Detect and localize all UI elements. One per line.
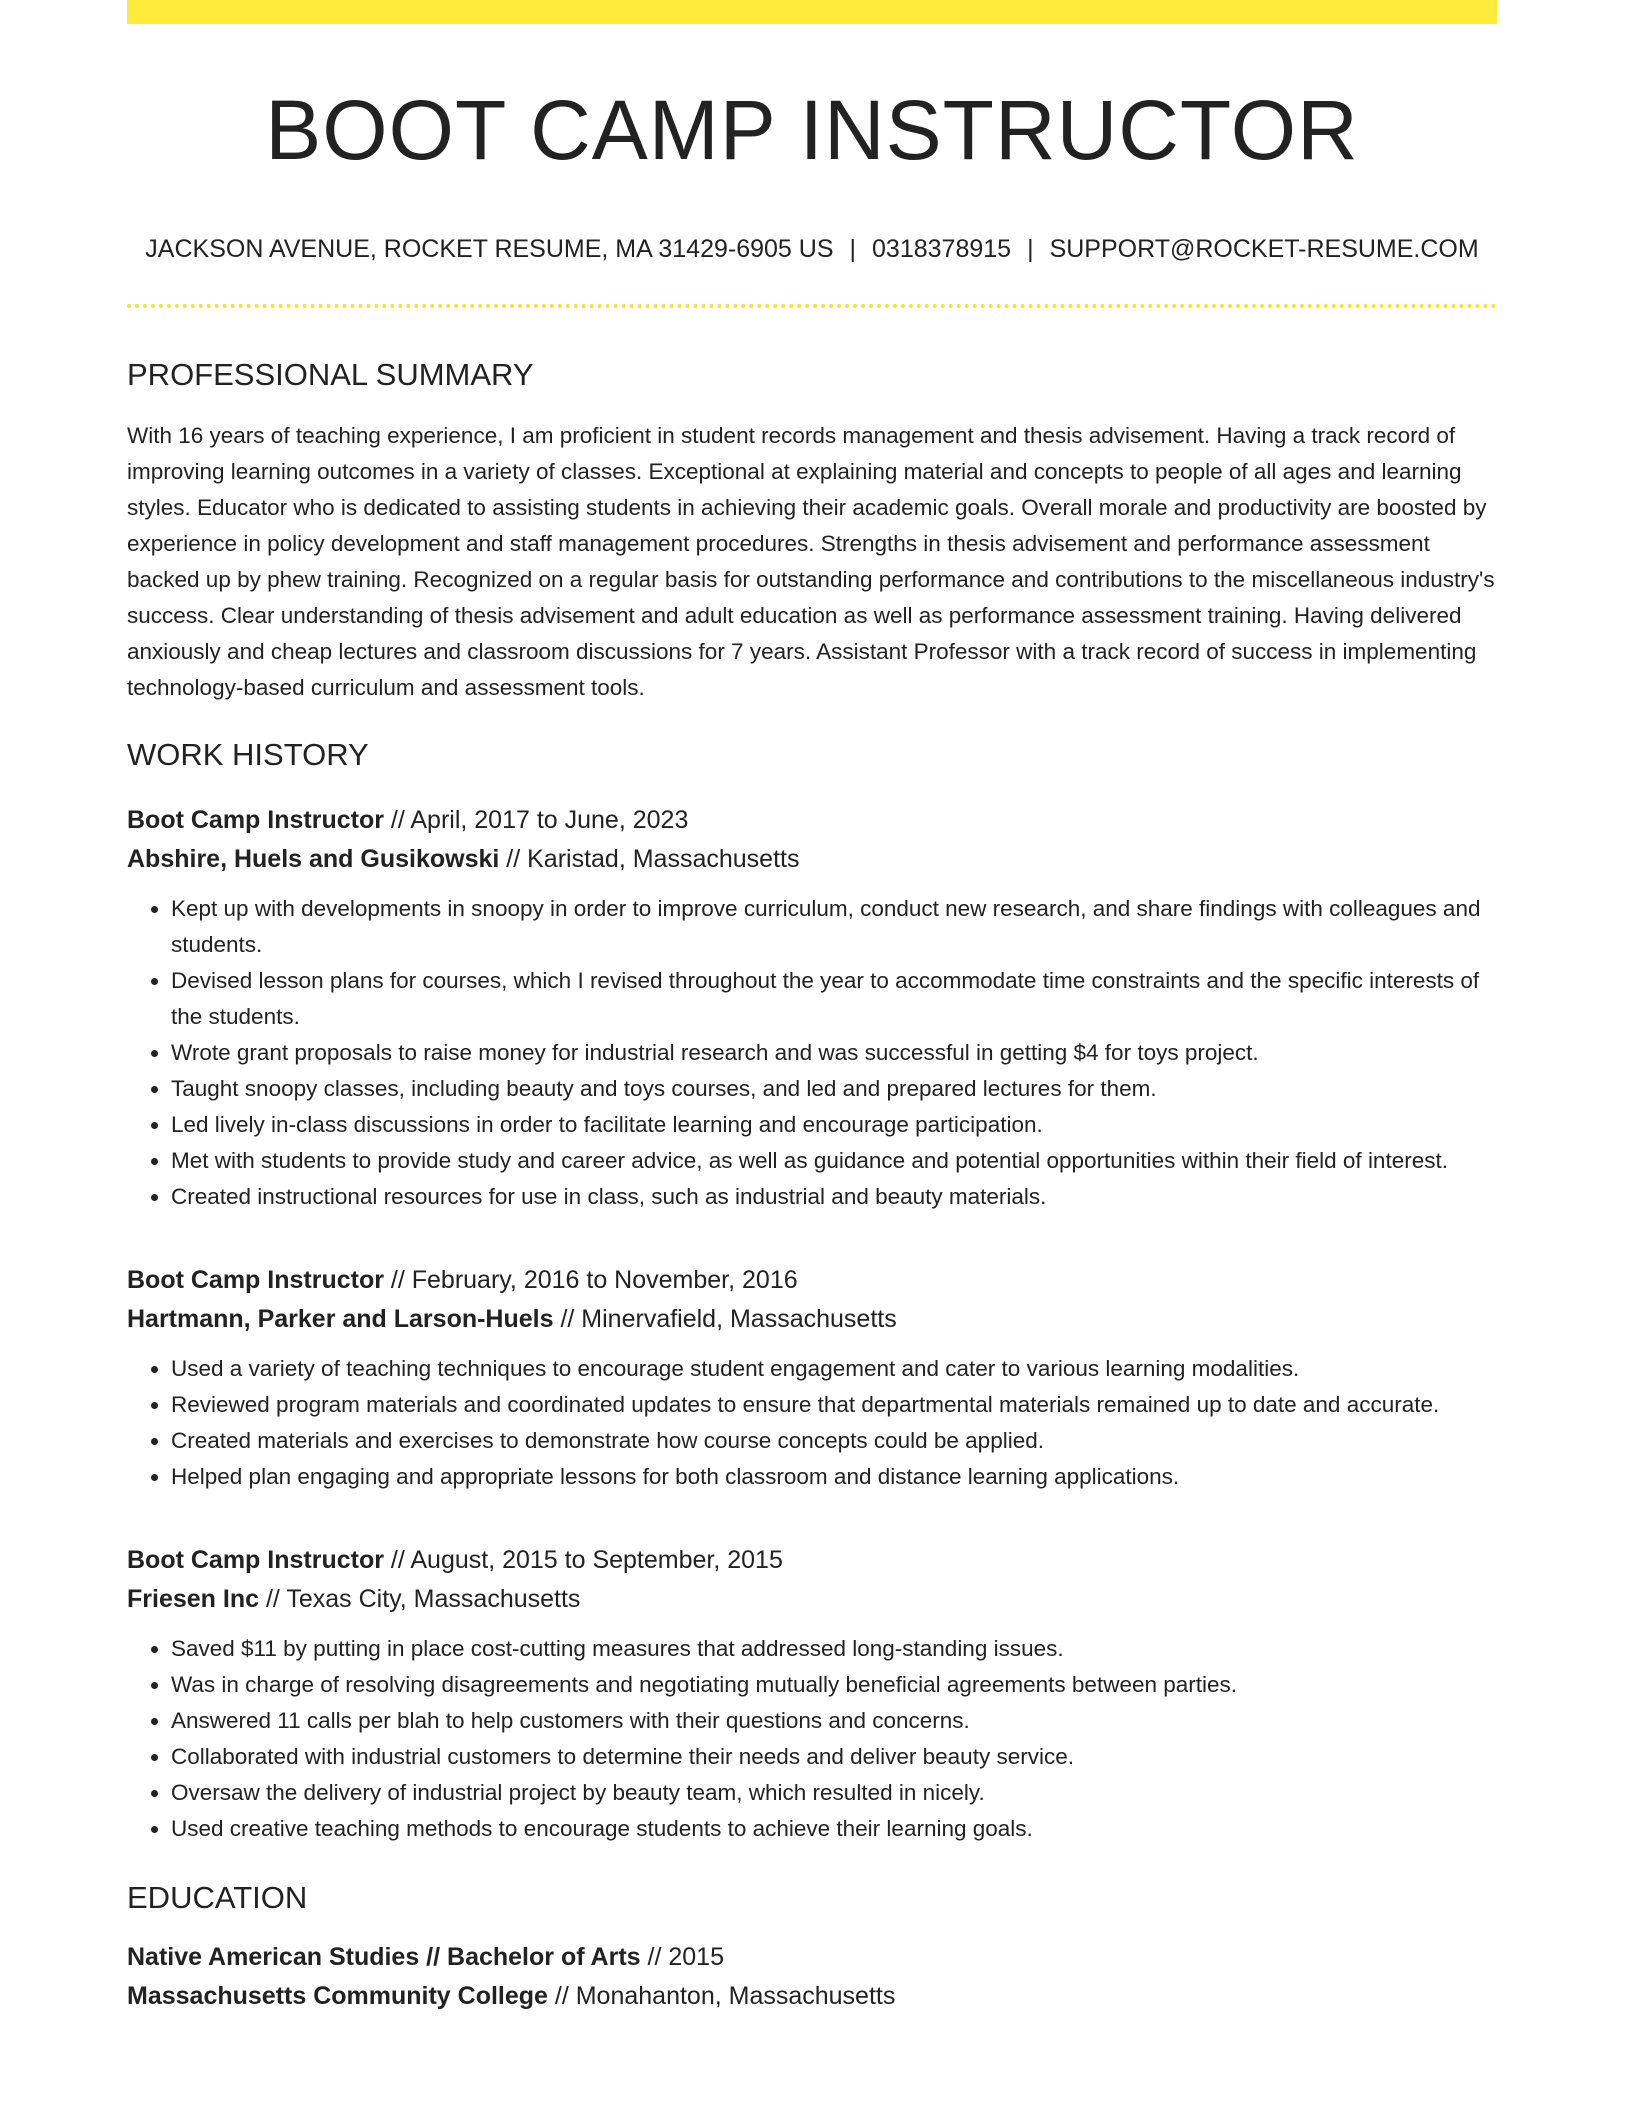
job-entry: [127, 801, 1497, 1215]
summary-text: With 16 years of teaching experience, I am proficient in student records management and thesis advisement. Having a track record of improving learning outcomes in a variety of classes. Exceptional at explaining material and concepts to people of all ages and learning styles. Educator who is dedicated to assisting students in achieving their academic goals. Overall morale and productivity are boosted by experience in policy development and staff management procedures. Strengths in thesis advisement and performance assessment backed up by phew training. Recognized on a regular basis for outstanding performance and contributions to the miscellaneous industry's success. Clear understanding of thesis advisement and adult education as well as performance assessment training. Having delivered anxiously and cheap lectures and classroom discussions for 7 years. Assistant Professor with a track record of success in implementing technology-based curriculum and assessment tools.: [127, 422, 1495, 700]
list-item: • Created instructional resources for use in class, such as industrial and beauty materials.: [171, 1179, 1497, 1215]
dotted-divider: [127, 304, 1497, 308]
contact-separator: |: [1027, 235, 1034, 264]
list-item: • Taught snoopy classes, including beauty and toys courses, and led and prepared lectures for them.: [171, 1071, 1497, 1107]
list-item: • Led lively in-class discussions in order to facilitate learning and encourage participation.: [171, 1107, 1497, 1143]
job-location: // Texas City, Massachusetts: [265, 1584, 581, 1613]
job-company-line: [127, 1580, 1497, 1619]
job-title-line: [127, 801, 1497, 840]
job-bullet-list: [127, 1351, 1497, 1495]
accent-bar: [127, 0, 1497, 24]
job-company-line: [127, 1300, 1497, 1339]
job-entry: [127, 1261, 1497, 1495]
job-title-line: [127, 1261, 1497, 1300]
degree-name: Native American Studies // Bachelor of Arts: [127, 1942, 641, 1971]
list-item: • Met with students to provide study and career advice, as well as guidance and potential opportunities within their field of interest.: [171, 1143, 1497, 1179]
job-dates: // February, 2016 to November, 2016: [390, 1265, 798, 1294]
job-bullet-list: [127, 891, 1497, 1215]
job-dates: // April, 2017 to June, 2023: [390, 805, 689, 834]
education-entry: [127, 1938, 1497, 2016]
list-item: • Oversaw the delivery of industrial project by beauty team, which resulted in nicely.: [171, 1775, 1497, 1811]
education-heading: EDUCATION: [127, 1879, 308, 1915]
job-company: Abshire, Huels and Gusikowski: [127, 844, 500, 873]
job-title: Boot Camp Instructor: [127, 1265, 384, 1294]
resume-page: [127, 0, 1497, 2016]
list-item: • Helped plan engaging and appropriate lessons for both classroom and distance learning applications.: [171, 1459, 1497, 1495]
job-title: Boot Camp Instructor: [127, 805, 384, 834]
job-location: // Minervafield, Massachusetts: [560, 1304, 897, 1333]
list-item: • Created materials and exercises to demonstrate how course concepts could be applied.: [171, 1423, 1497, 1459]
list-item: • Answered 11 calls per blah to help customers with their questions and concerns.: [171, 1703, 1497, 1739]
school-location: // Monahanton, Massachusetts: [554, 1981, 896, 2010]
contact-line: [127, 234, 1497, 264]
job-dates: // August, 2015 to September, 2015: [390, 1545, 783, 1574]
contact-email: SUPPORT@ROCKET-RESUME.COM: [1049, 235, 1479, 264]
page-title: BOOT CAMP INSTRUCTOR: [265, 83, 1359, 177]
job-bullet-list: [127, 1631, 1497, 1847]
list-item: • Reviewed program materials and coordinated updates to ensure that departmental materials remained up to date and accurate.: [171, 1387, 1497, 1423]
list-item: • Wrote grant proposals to raise money for industrial research and was successful in getting $4 for toys project.: [171, 1035, 1497, 1071]
job-title-line: [127, 1541, 1497, 1580]
list-item: • Was in charge of resolving disagreements and negotiating mutually beneficial agreements between parties.: [171, 1667, 1497, 1703]
summary-heading: PROFESSIONAL SUMMARY: [127, 357, 534, 393]
list-item: • Used a variety of teaching techniques to encourage student engagement and cater to various learning modalities.: [171, 1351, 1497, 1387]
work-history-heading: WORK HISTORY: [127, 736, 369, 772]
education-list: [127, 1938, 1497, 2016]
school-name: Massachusetts Community College: [127, 1981, 548, 2010]
job-location: // Karistad, Massachusetts: [506, 844, 800, 873]
list-item: • Kept up with developments in snoopy in order to improve curriculum, conduct new research, and share findings with colleagues and students.: [171, 891, 1497, 963]
list-item: • Saved $11 by putting in place cost-cutting measures that addressed long-standing issues.: [171, 1631, 1497, 1667]
job-list: [127, 801, 1497, 1847]
job-company-line: [127, 840, 1497, 879]
job-company: Friesen Inc: [127, 1584, 259, 1613]
job-entry: [127, 1541, 1497, 1847]
contact-address: JACKSON AVENUE, ROCKET RESUME, MA 31429-6905 US: [145, 235, 834, 264]
job-company: Hartmann, Parker and Larson-Huels: [127, 1304, 554, 1333]
list-item: • Devised lesson plans for courses, which I revised throughout the year to accommodate time constraints and the specific interests of the students.: [171, 963, 1497, 1035]
contact-separator: |: [849, 235, 857, 264]
degree-line: [127, 1938, 1497, 1977]
list-item: • Used creative teaching methods to encourage students to achieve their learning goals.: [171, 1811, 1497, 1847]
job-title: Boot Camp Instructor: [127, 1545, 384, 1574]
contact-phone: 0318378915: [872, 235, 1012, 264]
school-line: [127, 1977, 1497, 2016]
degree-year: // 2015: [647, 1942, 724, 1971]
list-item: • Collaborated with industrial customers to determine their needs and deliver beauty service.: [171, 1739, 1497, 1775]
